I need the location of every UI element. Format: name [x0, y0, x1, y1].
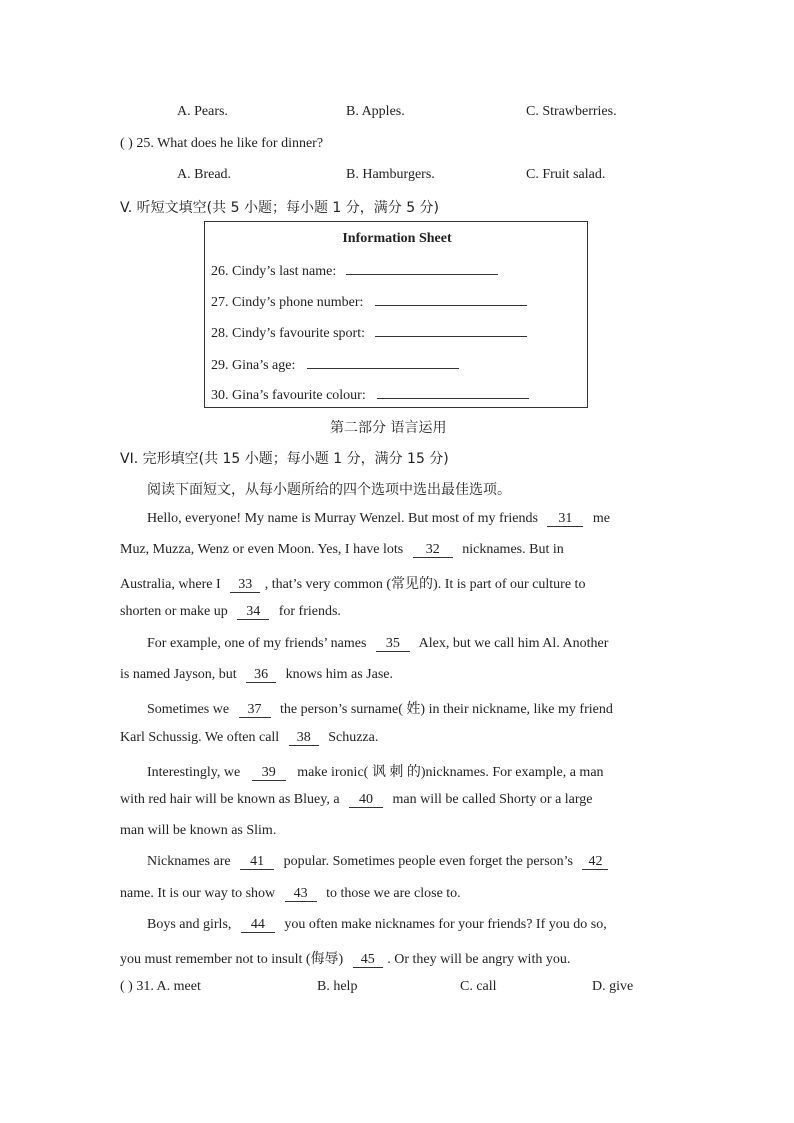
blank-35[interactable]: 35	[376, 636, 410, 652]
info-item-27-label: 27. Cindy’s phone number:	[211, 295, 364, 310]
blank-42[interactable]: 42	[582, 854, 608, 870]
q31-question: ( ) 31. A. meet	[120, 979, 201, 994]
blank-31[interactable]: 31	[547, 511, 583, 527]
passage-line	[120, 667, 393, 683]
blank-43[interactable]: 43	[285, 886, 317, 902]
passage-text: Australia, where I	[120, 577, 221, 592]
passage-line	[147, 698, 613, 718]
passage-text: shorten or make up	[120, 604, 228, 619]
q25-option-c: C. Fruit salad.	[526, 167, 606, 182]
passage-line	[120, 604, 341, 620]
info-item-27	[211, 293, 527, 311]
q25-option-b: B. Hamburgers.	[346, 167, 435, 182]
passage-text: knows him as Jase.	[285, 667, 393, 682]
blank-40[interactable]: 40	[349, 792, 383, 808]
passage-text: for friends.	[278, 604, 341, 619]
passage-line	[147, 917, 607, 933]
passage-text: name. It is our way to show	[120, 886, 276, 901]
passage-text: make ironic( 讽 刺 的)nicknames. For example, a man	[297, 765, 604, 780]
passage-line	[120, 730, 378, 746]
info-item-30-label: 30. Gina’s favourite colour:	[211, 388, 366, 403]
blank-38[interactable]: 38	[289, 730, 319, 746]
passage-text: to those we are close to.	[326, 886, 461, 901]
passage-text: with red hair will be known as Bluey, a	[120, 792, 340, 807]
passage-text: me	[592, 511, 611, 526]
part2-title: 第二部分 语言运用	[330, 420, 447, 436]
passage-text: man will be known as Slim.	[120, 823, 277, 838]
passage-text: you often make nicknames for your friends? If you do so,	[284, 917, 607, 932]
q25-question: ( ) 25. What does he like for dinner?	[120, 136, 324, 151]
passage-text: you must remember not to insult (侮辱)	[120, 952, 344, 967]
info-item-29-label: 29. Gina’s age:	[211, 358, 296, 373]
blank-39[interactable]: 39	[252, 765, 286, 781]
blank-36[interactable]: 36	[246, 667, 276, 683]
passage-text: is named Jayson, but	[120, 667, 237, 682]
section5-title: V. 听短文填空(共 5 小题；每小题 1 分，满分 5 分)	[120, 200, 440, 216]
passage-text: nicknames. But in	[462, 542, 564, 557]
passage-text: Hello, everyone! My name is Murray Wenzel. But most of my friends	[147, 511, 538, 526]
passage-line	[120, 542, 564, 558]
passage-line	[147, 636, 608, 652]
blank-34[interactable]: 34	[237, 604, 269, 620]
passage-text: . Or they will be angry with you.	[387, 952, 571, 967]
passage-text: man will be called Shorty or a large	[392, 792, 593, 807]
q25-option-a: A. Bread.	[177, 167, 232, 182]
q31-option-c: C. call	[460, 979, 497, 994]
blank-45[interactable]: 45	[353, 952, 383, 968]
information-sheet	[204, 221, 588, 408]
passage-text: Alex, but we call him Al. Another	[418, 636, 609, 651]
passage-text: Muz, Muzza, Wenz or even Moon. Yes, I have lots	[120, 542, 404, 557]
q24-option-c: C. Strawberries.	[526, 104, 617, 119]
passage-line	[147, 511, 610, 527]
passage-line	[120, 823, 276, 839]
q24-option-a: A. Pears.	[177, 104, 228, 119]
blank-44[interactable]: 44	[241, 917, 275, 933]
passage-text: , that’s very common (常见的). It is part of our culture to	[264, 577, 586, 592]
passage-line	[120, 573, 585, 593]
passage-text: Nicknames are	[147, 854, 231, 869]
answer-line-28[interactable]	[375, 324, 527, 337]
q31-option-b: B. help	[317, 979, 358, 994]
answer-line-27[interactable]	[375, 293, 527, 306]
info-item-29	[211, 356, 459, 374]
passage-text: Schuzza.	[328, 730, 379, 745]
passage-line	[147, 761, 604, 781]
q31-option-d: D. give	[592, 979, 634, 994]
answer-line-30[interactable]	[377, 386, 529, 399]
section6-title: VI. 完形填空(共 15 小题；每小题 1 分，满分 15 分)	[120, 451, 449, 467]
blank-41[interactable]: 41	[240, 854, 274, 870]
passage-text: For example, one of my friends’ names	[147, 636, 367, 651]
blank-33[interactable]: 33	[230, 577, 260, 593]
passage-text: Sometimes we	[147, 702, 230, 717]
answer-line-26[interactable]	[346, 262, 498, 275]
passage-line	[147, 854, 608, 870]
instructions: 阅读下面短文，从每小题所给的四个选项中选出最佳选项。	[147, 482, 511, 498]
q24-option-b: B. Apples.	[346, 104, 405, 119]
passage-text: popular. Sometimes people even forget the person’s	[283, 854, 573, 869]
passage-text: Interestingly, we	[147, 765, 241, 780]
info-item-28	[211, 324, 527, 342]
blank-32[interactable]: 32	[413, 542, 453, 558]
passage-line	[120, 792, 593, 808]
passage-text: Karl Schussig. We often call	[120, 730, 280, 745]
passage-line	[120, 886, 461, 902]
info-item-28-label: 28. Cindy’s favourite sport:	[211, 326, 365, 341]
blank-37[interactable]: 37	[239, 702, 271, 718]
information-sheet-title: Information Sheet	[342, 231, 452, 246]
passage-line	[120, 948, 570, 968]
passage-text: the person’s surname( 姓) in their nickname, like my friend	[280, 702, 613, 717]
answer-line-29[interactable]	[307, 356, 459, 369]
info-item-30	[211, 386, 529, 404]
passage-text: Boys and girls,	[147, 917, 232, 932]
info-item-26	[211, 262, 498, 280]
info-item-26-label: 26. Cindy’s last name:	[211, 264, 337, 279]
